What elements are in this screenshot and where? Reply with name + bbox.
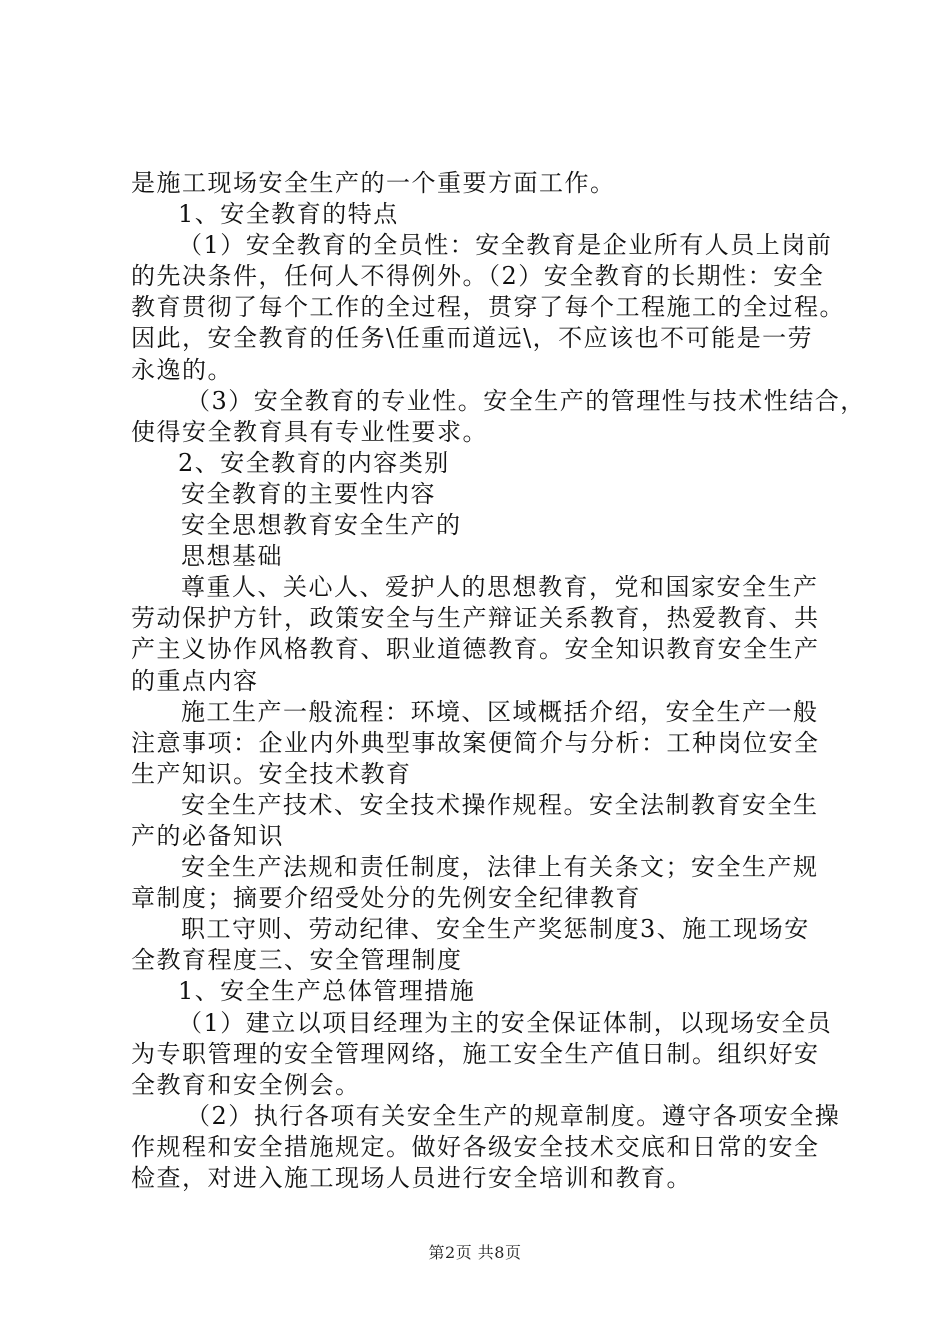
text-line-22: 产的必备知识 <box>131 821 284 850</box>
text-line-31: （2）执行各项有关安全生产的规章制度。遵守各项安全操 <box>186 1101 841 1130</box>
text-line-33: 检查，对进入施工现场人员进行安全培训和教育。 <box>131 1164 692 1192</box>
text-line-17: 的重点内容 <box>131 666 259 695</box>
text-line-32: 作规程和安全措施规定。做好各级安全技术交底和日常的安全 <box>131 1132 820 1161</box>
text-line-18: 施工生产一般流程：环境、区域概括介绍，安全生产一般 <box>181 697 819 726</box>
text-line-15: 劳动保护方针，政策安全与生产辩证关系教育，热爱教育、共 <box>131 604 820 633</box>
section-heading-characteristics: 1、安全教育的特点 <box>178 200 399 229</box>
text-line-16: 产主义协作风格教育、职业道德教育。安全知识教育安全生产 <box>131 635 820 664</box>
page-number-footer: 第2页 共8页 <box>428 1243 522 1262</box>
text-line-3: （1）安全教育的全员性：安全教育是企业所有人员上岗前 <box>178 231 833 260</box>
text-line-13: 思想基础 <box>181 542 283 571</box>
text-line-4: 的先决条件，任何人不得例外。（2）安全教育的长期性：安全 <box>131 262 825 291</box>
text-line-26: 全教育程度三、安全管理制度 <box>131 946 463 975</box>
text-line-28: （1）建立以项目经理为主的安全保证体制，以现场安全员 <box>178 1008 833 1037</box>
text-line-8: （3）安全教育的专业性。安全生产的管理性与技术性结合， <box>186 386 866 415</box>
text-line-14: 尊重人、关心人、爱护人的思想教育，党和国家安全生产 <box>181 573 819 602</box>
text-line-24: 章制度；摘要介绍受处分的先例安全纪律教育 <box>131 884 641 913</box>
text-line-23: 安全生产法规和责任制度，法律上有关条文；安全生产规 <box>181 853 819 882</box>
section-heading-management-measures: 1、安全生产总体管理措施 <box>178 977 476 1006</box>
text-line-1: 是施工现场安全生产的一个重要方面工作。 <box>131 169 616 197</box>
text-line-25: 职工守则、劳动纪律、安全生产奖惩制度3、施工现场安 <box>181 915 810 944</box>
text-line-21: 安全生产技术、安全技术操作规程。安全法制教育安全生 <box>181 790 819 819</box>
text-line-30: 全教育和安全例会。 <box>131 1070 361 1099</box>
text-line-20: 生产知识。安全技术教育 <box>131 759 412 788</box>
document-body <box>131 168 866 1194</box>
text-line-7: 永逸的。 <box>131 355 233 384</box>
text-line-9: 使得安全教育具有专业性要求。 <box>131 417 488 446</box>
text-line-29: 为专职管理的安全管理网络，施工安全生产值日制。组织好安 <box>131 1039 820 1068</box>
text-line-6: 因此，安全教育的任务\任重而道远\，不应该也不可能是一劳 <box>131 324 814 353</box>
text-line-19: 注意事项：企业内外典型事故案便简介与分析：工种岗位安全 <box>131 728 820 757</box>
text-line-11: 安全教育的主要性内容 <box>181 479 436 508</box>
text-line-12: 安全思想教育安全生产的 <box>181 511 462 540</box>
text-line-5: 教育贯彻了每个工作的全过程，贯穿了每个工程施工的全过程。 <box>131 293 845 322</box>
section-heading-content-types: 2、安全教育的内容类别 <box>178 448 450 477</box>
